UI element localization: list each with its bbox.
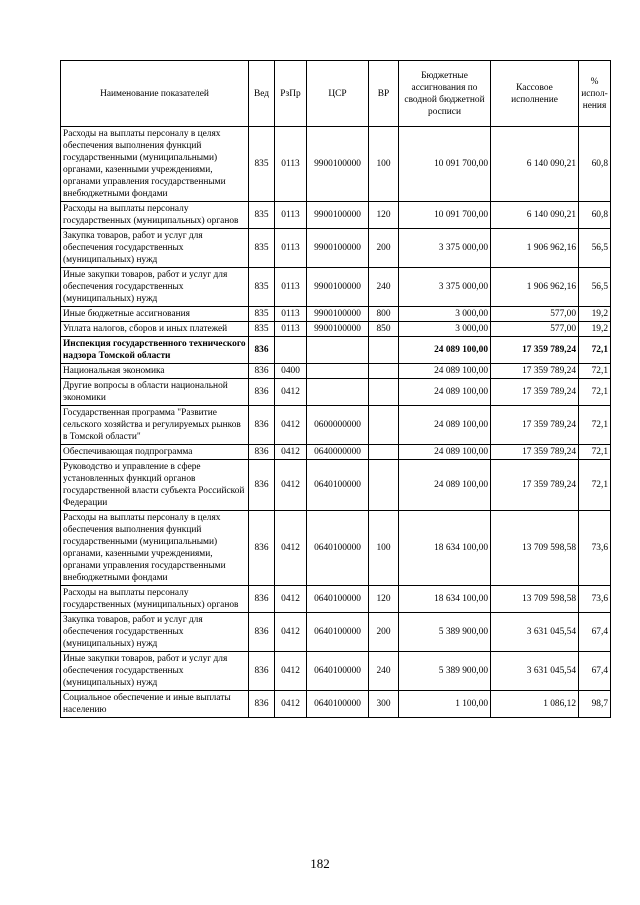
- cell-name: Социальное обеспечение и иные выплаты населению: [61, 691, 249, 718]
- cell-percent: 67,4: [579, 613, 611, 652]
- cell-cash: 13 709 598,58: [491, 586, 579, 613]
- cell-budget: 10 091 700,00: [399, 202, 491, 229]
- cell-ved: 836: [249, 406, 275, 445]
- cell-ved: 836: [249, 445, 275, 460]
- header-csr: ЦСР: [307, 61, 369, 127]
- cell-csr: 0640100000: [307, 613, 369, 652]
- cell-budget: 5 389 900,00: [399, 652, 491, 691]
- cell-name: Другие вопросы в области национальной экономики: [61, 379, 249, 406]
- table-row: [61, 337, 611, 364]
- table-row: [61, 307, 611, 322]
- cell-budget: 24 089 100,00: [399, 460, 491, 511]
- cell-csr: 9900100000: [307, 307, 369, 322]
- cell-percent: 72,1: [579, 406, 611, 445]
- cell-csr: 9900100000: [307, 322, 369, 337]
- cell-rzpr: 0412: [275, 691, 307, 718]
- cell-csr: 0640000000: [307, 445, 369, 460]
- table-row: [61, 229, 611, 268]
- cell-csr: 0640100000: [307, 652, 369, 691]
- cell-rzpr: 0113: [275, 202, 307, 229]
- table-row: [61, 379, 611, 406]
- cell-name: Государственная программа "Развитие сельского хозяйства и регулируемых рынков в Томской области": [61, 406, 249, 445]
- cell-vr: 240: [369, 652, 399, 691]
- cell-csr: 0640100000: [307, 586, 369, 613]
- header-vr: ВР: [369, 61, 399, 127]
- cell-rzpr: 0113: [275, 322, 307, 337]
- cell-percent: 72,1: [579, 337, 611, 364]
- cell-percent: 19,2: [579, 322, 611, 337]
- cell-rzpr: 0412: [275, 652, 307, 691]
- cell-ved: 836: [249, 511, 275, 586]
- cell-csr: 9900100000: [307, 268, 369, 307]
- cell-percent: 73,6: [579, 511, 611, 586]
- cell-budget: 24 089 100,00: [399, 364, 491, 379]
- cell-budget: 3 000,00: [399, 322, 491, 337]
- cell-csr: 0640100000: [307, 511, 369, 586]
- cell-name: Инспекция государственного технического надзора Томской области: [61, 337, 249, 364]
- cell-budget: 18 634 100,00: [399, 511, 491, 586]
- cell-rzpr: 0412: [275, 406, 307, 445]
- table-row: [61, 652, 611, 691]
- cell-csr: 9900100000: [307, 229, 369, 268]
- cell-rzpr: 0412: [275, 445, 307, 460]
- cell-cash: 17 359 789,24: [491, 460, 579, 511]
- page-number: 182: [310, 856, 330, 871]
- cell-ved: 836: [249, 364, 275, 379]
- table-row: [61, 613, 611, 652]
- cell-cash: 17 359 789,24: [491, 364, 579, 379]
- cell-name: Расходы на выплаты персоналу государственных (муниципальных) органов: [61, 202, 249, 229]
- cell-cash: 3 631 045,54: [491, 652, 579, 691]
- cell-ved: 836: [249, 337, 275, 364]
- cell-vr: [369, 406, 399, 445]
- cell-cash: 17 359 789,24: [491, 406, 579, 445]
- cell-cash: 1 906 962,16: [491, 229, 579, 268]
- cell-rzpr: 0113: [275, 229, 307, 268]
- header-ved: Вед: [249, 61, 275, 127]
- cell-percent: 72,1: [579, 460, 611, 511]
- cell-csr: 9900100000: [307, 202, 369, 229]
- cell-name: Закупка товаров, работ и услуг для обеспечения государственных (муниципальных) нужд: [61, 613, 249, 652]
- budget-execution-table: [60, 60, 611, 718]
- cell-csr: [307, 379, 369, 406]
- cell-csr: [307, 337, 369, 364]
- cell-budget: 3 375 000,00: [399, 229, 491, 268]
- cell-ved: 835: [249, 322, 275, 337]
- cell-vr: 850: [369, 322, 399, 337]
- cell-percent: 72,1: [579, 364, 611, 379]
- cell-vr: 240: [369, 268, 399, 307]
- cell-cash: 17 359 789,24: [491, 445, 579, 460]
- cell-ved: 835: [249, 307, 275, 322]
- cell-percent: 60,8: [579, 127, 611, 202]
- cell-budget: 3 375 000,00: [399, 268, 491, 307]
- table-row: [61, 268, 611, 307]
- cell-name: Расходы на выплаты персоналу в целях обеспечения выполнения функций государственными (муниципальными) органами, казенными учреждениями, органами управления государственными внебюджетными фондами: [61, 511, 249, 586]
- cell-cash: 577,00: [491, 322, 579, 337]
- cell-vr: 300: [369, 691, 399, 718]
- cell-percent: 67,4: [579, 652, 611, 691]
- cell-vr: 120: [369, 586, 399, 613]
- cell-ved: 835: [249, 268, 275, 307]
- table-row: [61, 586, 611, 613]
- cell-percent: 56,5: [579, 268, 611, 307]
- cell-name: Иные закупки товаров, работ и услуг для обеспечения государственных (муниципальных) нужд: [61, 268, 249, 307]
- cell-cash: 1 086,12: [491, 691, 579, 718]
- cell-rzpr: [275, 337, 307, 364]
- cell-name: Национальная экономика: [61, 364, 249, 379]
- cell-budget: 10 091 700,00: [399, 127, 491, 202]
- header-percent: % испол-нения: [579, 61, 611, 127]
- cell-ved: 835: [249, 229, 275, 268]
- cell-percent: 72,1: [579, 445, 611, 460]
- table-row: [61, 127, 611, 202]
- cell-rzpr: 0412: [275, 511, 307, 586]
- cell-vr: 800: [369, 307, 399, 322]
- cell-vr: [369, 379, 399, 406]
- header-rzpr: РзПр: [275, 61, 307, 127]
- cell-name: Иные бюджетные ассигнования: [61, 307, 249, 322]
- cell-ved: 835: [249, 127, 275, 202]
- cell-cash: 6 140 090,21: [491, 202, 579, 229]
- cell-ved: 836: [249, 652, 275, 691]
- cell-vr: [369, 364, 399, 379]
- cell-vr: 100: [369, 127, 399, 202]
- cell-name: Закупка товаров, работ и услуг для обеспечения государственных (муниципальных) нужд: [61, 229, 249, 268]
- cell-budget: 24 089 100,00: [399, 379, 491, 406]
- cell-cash: 1 906 962,16: [491, 268, 579, 307]
- cell-vr: 100: [369, 511, 399, 586]
- cell-percent: 19,2: [579, 307, 611, 322]
- cell-rzpr: 0412: [275, 379, 307, 406]
- cell-name: Расходы на выплаты персоналу в целях обеспечения выполнения функций государственными (муниципальными) органами, казенными учреждениями, органами управления государственными внебюджетными фондами: [61, 127, 249, 202]
- cell-ved: 836: [249, 460, 275, 511]
- cell-rzpr: 0113: [275, 268, 307, 307]
- table-header-row: [61, 61, 611, 127]
- cell-budget: 3 000,00: [399, 307, 491, 322]
- cell-budget: 24 089 100,00: [399, 445, 491, 460]
- cell-csr: [307, 364, 369, 379]
- cell-rzpr: 0412: [275, 613, 307, 652]
- cell-csr: 0640100000: [307, 691, 369, 718]
- cell-budget: 5 389 900,00: [399, 613, 491, 652]
- cell-name: Уплата налогов, сборов и иных платежей: [61, 322, 249, 337]
- cell-budget: 1 100,00: [399, 691, 491, 718]
- table-row: [61, 364, 611, 379]
- header-cash: Кассовое исполнение: [491, 61, 579, 127]
- cell-csr: 0640100000: [307, 460, 369, 511]
- cell-ved: 836: [249, 691, 275, 718]
- table-row: [61, 460, 611, 511]
- cell-percent: 56,5: [579, 229, 611, 268]
- cell-vr: [369, 460, 399, 511]
- cell-ved: 836: [249, 586, 275, 613]
- cell-vr: [369, 337, 399, 364]
- table-row: [61, 202, 611, 229]
- cell-ved: 836: [249, 613, 275, 652]
- table-row: [61, 511, 611, 586]
- cell-ved: 835: [249, 202, 275, 229]
- cell-percent: 72,1: [579, 379, 611, 406]
- cell-vr: 200: [369, 613, 399, 652]
- cell-cash: 3 631 045,54: [491, 613, 579, 652]
- cell-percent: 73,6: [579, 586, 611, 613]
- cell-percent: 60,8: [579, 202, 611, 229]
- cell-cash: 577,00: [491, 307, 579, 322]
- cell-cash: 17 359 789,24: [491, 379, 579, 406]
- cell-vr: 120: [369, 202, 399, 229]
- header-name: Наименование показателей: [61, 61, 249, 127]
- cell-rzpr: 0400: [275, 364, 307, 379]
- cell-cash: 13 709 598,58: [491, 511, 579, 586]
- table-row: [61, 406, 611, 445]
- cell-rzpr: 0113: [275, 307, 307, 322]
- table-row: [61, 691, 611, 718]
- cell-rzpr: 0412: [275, 460, 307, 511]
- cell-budget: 18 634 100,00: [399, 586, 491, 613]
- cell-vr: [369, 445, 399, 460]
- cell-name: Руководство и управление в сфере установленных функций органов государственной власти субъекта Российской Федерации: [61, 460, 249, 511]
- table-row: [61, 445, 611, 460]
- cell-name: Обеспечивающая подпрограмма: [61, 445, 249, 460]
- cell-name: Расходы на выплаты персоналу государственных (муниципальных) органов: [61, 586, 249, 613]
- cell-vr: 200: [369, 229, 399, 268]
- cell-ved: 836: [249, 379, 275, 406]
- cell-cash: 6 140 090,21: [491, 127, 579, 202]
- cell-cash: 17 359 789,24: [491, 337, 579, 364]
- table-row: [61, 322, 611, 337]
- cell-rzpr: 0113: [275, 127, 307, 202]
- cell-rzpr: 0412: [275, 586, 307, 613]
- cell-name: Иные закупки товаров, работ и услуг для обеспечения государственных (муниципальных) нужд: [61, 652, 249, 691]
- cell-csr: 9900100000: [307, 127, 369, 202]
- header-budget: Бюджетные ассигнования по сводной бюджетной росписи: [399, 61, 491, 127]
- cell-percent: 98,7: [579, 691, 611, 718]
- cell-csr: 0600000000: [307, 406, 369, 445]
- cell-budget: 24 089 100,00: [399, 406, 491, 445]
- cell-budget: 24 089 100,00: [399, 337, 491, 364]
